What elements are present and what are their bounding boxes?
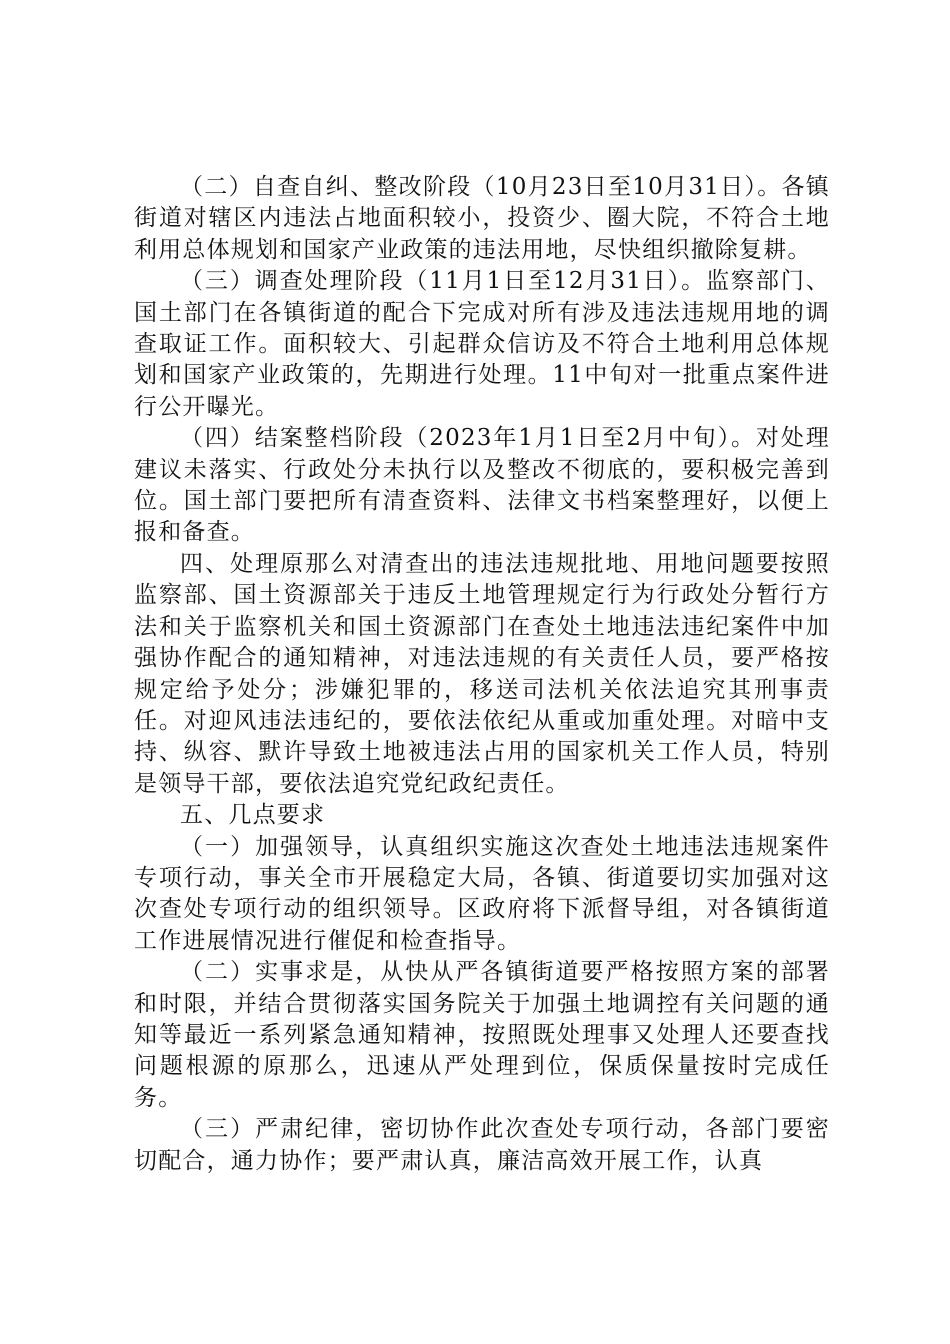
paragraph-requirement-2: （二）实事求是，从快从严各镇街道要严格按照方案的部署和时限，并结合贯彻落实国务院关于加强土地调控有关问题的通知等最近一系列紧急通知精神，按照既处理事又处理人还要查找问题根源的原那么，迅速从严处理到位，保质保量按时完成任务。 [134,959,830,1111]
paragraph-phase-3-investigation: （三）调查处理阶段（11月1日至12月31日）。监察部门、国土部门在各镇街道的配合下完成对所有涉及违法违规用地的调查取证工作。面积较大、引起群众信访及不符合土地利用总体规划和国家产业政策的，先期进行处理。11中旬对一批重点案件进行公开曝光。 [134,268,830,420]
paragraph-phase-4-closing: （四）结案整档阶段（2023年1月1日至2月中旬）。对处理建议未落实、行政处分未执行以及整改不彻底的，要积极完善到位。国土部门要把所有清查资料、法律文书档案整理好，以便上报和备查。 [134,425,830,546]
paragraph-requirement-1: （一）加强领导，认真组织实施这次查处土地违法违规案件专项行动，事关全市开展稳定大局，各镇、街道要切实加强对这次查处专项行动的组织领导。区政府将下派督导组，对各镇街道工作进展情况进行催促和检查指导。 [134,833,830,954]
paragraph-section-4-principles: 四、处理原那么对清查出的违法违规批地、用地问题要按照监察部、国土资源部关于违反土地管理规定行为行政处分暂行方法和关于监察机关和国土资源部门在查处土地违法违纪案件中加强协作配合的通知精神，对违法违规的有关责任人员，要严格按规定给予处分；涉嫌犯罪的，移送司法机关依法追究其刑事责任。对迎风违法违纪的，要依法依纪从重或加重处理。对暗中支持、纵容、默许导致土地被违法占用的国家机关工作人员，特别是领导干部，要依法追究党纪政纪责任。 [134,550,830,797]
paragraph-phase-2-self-check: （二）自查自纠、整改阶段（10月23日至10月31日）。各镇街道对辖区内违法占地面积较小，投资少、圈大院，不符合土地利用总体规划和国家产业政策的违法用地，尽快组织撤除复耕。 [134,174,830,263]
paragraph-requirement-3: （三）严肃纪律，密切协作此次查处专项行动，各部门要密切配合，通力协作；要严肃认真，廉洁高效开展工作，认真 [134,1116,830,1174]
document-body [134,172,830,1177]
heading-section-5-requirements: 五、几点要求 [180,802,326,829]
